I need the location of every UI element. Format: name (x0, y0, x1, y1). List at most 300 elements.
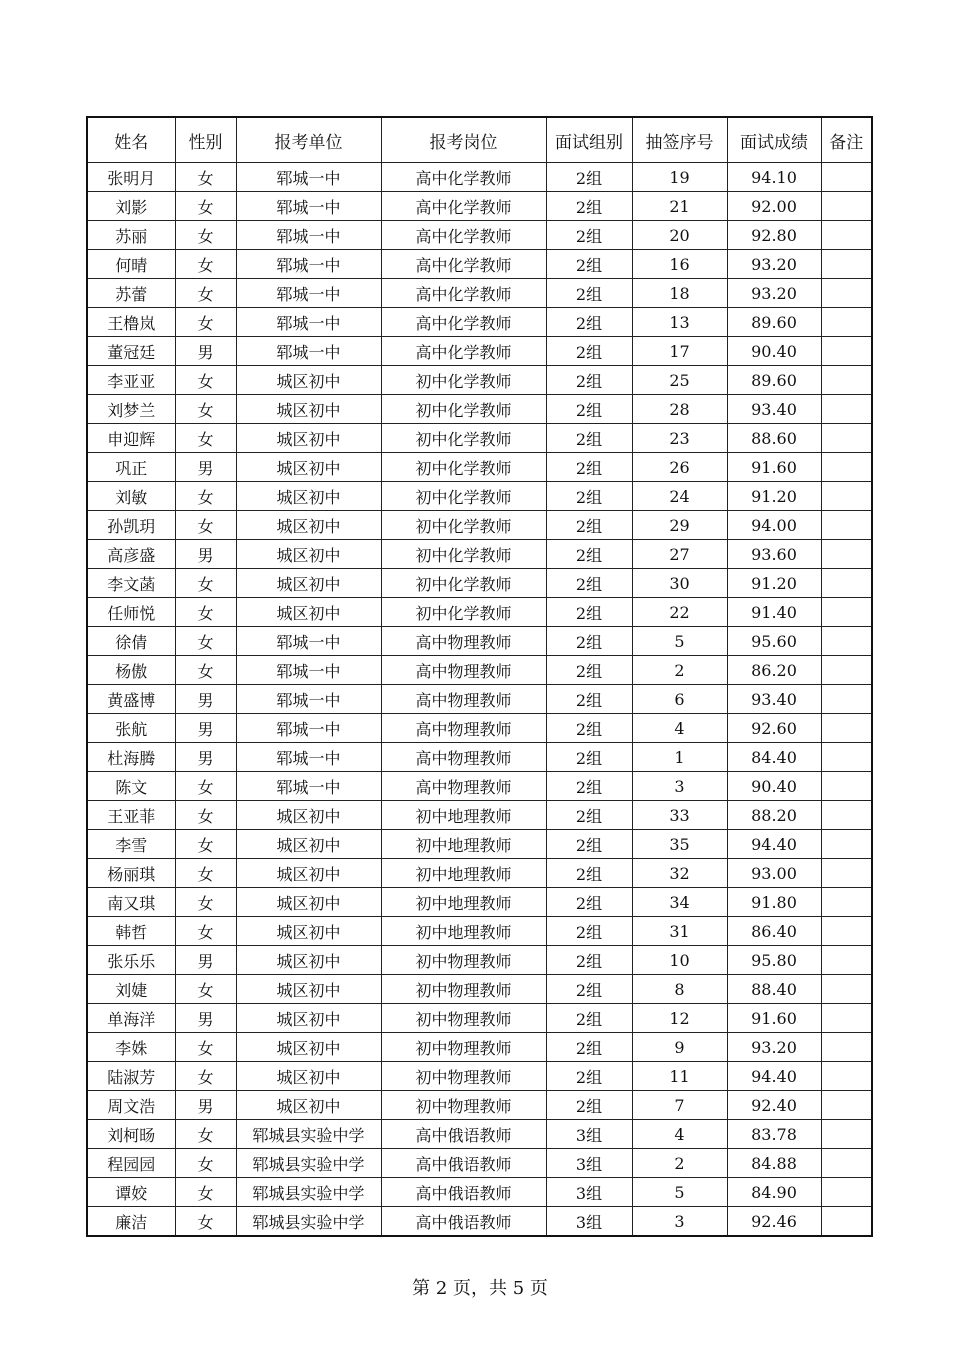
cell-draw-number: 26 (632, 453, 727, 482)
cell-score: 88.40 (727, 975, 821, 1004)
cell-name: 李文菡 (87, 569, 175, 598)
cell-name: 刘影 (87, 192, 175, 221)
cell-remarks (821, 1033, 872, 1062)
cell-group: 2组 (546, 453, 632, 482)
cell-position: 初中地理教师 (381, 888, 546, 917)
table-row (87, 395, 872, 424)
cell-position: 初中化学教师 (381, 424, 546, 453)
cell-name: 苏蕾 (87, 279, 175, 308)
cell-group: 2组 (546, 830, 632, 859)
cell-score: 86.20 (727, 656, 821, 685)
cell-name: 董冠廷 (87, 337, 175, 366)
cell-name: 张明月 (87, 163, 175, 192)
cell-remarks (821, 1120, 872, 1149)
cell-name: 李雪 (87, 830, 175, 859)
cell-gender: 女 (175, 482, 236, 511)
interview-score-table (86, 116, 873, 1237)
cell-remarks (821, 656, 872, 685)
cell-draw-number: 2 (632, 1149, 727, 1178)
cell-draw-number: 31 (632, 917, 727, 946)
table-row (87, 917, 872, 946)
cell-gender: 女 (175, 424, 236, 453)
cell-remarks (821, 221, 872, 250)
cell-gender: 女 (175, 569, 236, 598)
cell-score: 91.60 (727, 453, 821, 482)
cell-group: 2组 (546, 1091, 632, 1120)
cell-name: 杜海腾 (87, 743, 175, 772)
cell-remarks (821, 482, 872, 511)
cell-remarks (821, 772, 872, 801)
table-row (87, 975, 872, 1004)
cell-unit: 郓城一中 (236, 279, 381, 308)
cell-unit: 郓城一中 (236, 308, 381, 337)
cell-remarks (821, 830, 872, 859)
cell-score: 89.60 (727, 308, 821, 337)
cell-score: 92.40 (727, 1091, 821, 1120)
cell-gender: 男 (175, 1091, 236, 1120)
cell-name: 陈文 (87, 772, 175, 801)
cell-unit: 城区初中 (236, 598, 381, 627)
cell-group: 2组 (546, 743, 632, 772)
header-remarks: 备注 (821, 117, 872, 163)
table-row (87, 685, 872, 714)
cell-gender: 女 (175, 1120, 236, 1149)
cell-position: 初中物理教师 (381, 1033, 546, 1062)
cell-unit: 城区初中 (236, 1004, 381, 1033)
table-row (87, 1207, 872, 1237)
cell-score: 92.46 (727, 1207, 821, 1237)
cell-group: 2组 (546, 569, 632, 598)
cell-draw-number: 25 (632, 366, 727, 395)
cell-gender: 女 (175, 511, 236, 540)
cell-group: 2组 (546, 772, 632, 801)
cell-group: 2组 (546, 714, 632, 743)
cell-gender: 女 (175, 859, 236, 888)
cell-group: 2组 (546, 337, 632, 366)
cell-gender: 女 (175, 221, 236, 250)
cell-score: 93.00 (727, 859, 821, 888)
cell-remarks (821, 337, 872, 366)
cell-draw-number: 1 (632, 743, 727, 772)
cell-gender: 女 (175, 1207, 236, 1237)
cell-score: 94.00 (727, 511, 821, 540)
cell-position: 初中化学教师 (381, 395, 546, 424)
table-row (87, 424, 872, 453)
cell-draw-number: 11 (632, 1062, 727, 1091)
cell-position: 高中物理教师 (381, 685, 546, 714)
table-row (87, 598, 872, 627)
cell-unit: 城区初中 (236, 540, 381, 569)
cell-draw-number: 29 (632, 511, 727, 540)
cell-draw-number: 8 (632, 975, 727, 1004)
cell-unit: 城区初中 (236, 888, 381, 917)
cell-gender: 女 (175, 395, 236, 424)
cell-gender: 女 (175, 1062, 236, 1091)
cell-name: 谭姣 (87, 1178, 175, 1207)
cell-group: 2组 (546, 1033, 632, 1062)
cell-gender: 女 (175, 1033, 236, 1062)
cell-gender: 女 (175, 308, 236, 337)
cell-score: 83.78 (727, 1120, 821, 1149)
cell-name: 任师悦 (87, 598, 175, 627)
cell-draw-number: 18 (632, 279, 727, 308)
cell-position: 初中化学教师 (381, 482, 546, 511)
table-header-row (87, 117, 872, 163)
cell-name: 周文浩 (87, 1091, 175, 1120)
cell-name: 陆淑芳 (87, 1062, 175, 1091)
cell-draw-number: 27 (632, 540, 727, 569)
cell-name: 苏丽 (87, 221, 175, 250)
table-row (87, 714, 872, 743)
cell-unit: 城区初中 (236, 424, 381, 453)
cell-unit: 郓城一中 (236, 772, 381, 801)
cell-position: 初中地理教师 (381, 830, 546, 859)
cell-position: 高中化学教师 (381, 279, 546, 308)
cell-name: 张航 (87, 714, 175, 743)
cell-score: 84.90 (727, 1178, 821, 1207)
cell-draw-number: 30 (632, 569, 727, 598)
cell-gender: 女 (175, 917, 236, 946)
header-name: 姓名 (87, 117, 175, 163)
cell-position: 高中化学教师 (381, 163, 546, 192)
cell-draw-number: 20 (632, 221, 727, 250)
cell-group: 3组 (546, 1178, 632, 1207)
header-gender: 性别 (175, 117, 236, 163)
cell-remarks (821, 424, 872, 453)
cell-group: 2组 (546, 859, 632, 888)
cell-group: 2组 (546, 221, 632, 250)
cell-remarks (821, 917, 872, 946)
cell-gender: 男 (175, 453, 236, 482)
cell-remarks (821, 192, 872, 221)
cell-group: 2组 (546, 540, 632, 569)
cell-score: 91.20 (727, 482, 821, 511)
cell-score: 84.88 (727, 1149, 821, 1178)
cell-name: 李姝 (87, 1033, 175, 1062)
cell-position: 初中化学教师 (381, 569, 546, 598)
cell-group: 2组 (546, 1062, 632, 1091)
cell-remarks (821, 395, 872, 424)
cell-unit: 郓城一中 (236, 221, 381, 250)
cell-remarks (821, 569, 872, 598)
cell-position: 高中俄语教师 (381, 1149, 546, 1178)
cell-draw-number: 6 (632, 685, 727, 714)
cell-unit: 郓城县实验中学 (236, 1149, 381, 1178)
cell-name: 杨傲 (87, 656, 175, 685)
cell-score: 88.60 (727, 424, 821, 453)
table-row (87, 1149, 872, 1178)
cell-group: 2组 (546, 975, 632, 1004)
cell-unit: 郓城一中 (236, 714, 381, 743)
cell-score: 91.40 (727, 598, 821, 627)
cell-unit: 城区初中 (236, 1062, 381, 1091)
cell-name: 张乐乐 (87, 946, 175, 975)
cell-score: 95.60 (727, 627, 821, 656)
cell-name: 刘柯旸 (87, 1120, 175, 1149)
cell-position: 高中化学教师 (381, 192, 546, 221)
cell-draw-number: 13 (632, 308, 727, 337)
cell-draw-number: 3 (632, 772, 727, 801)
cell-score: 94.40 (727, 830, 821, 859)
cell-score: 92.00 (727, 192, 821, 221)
cell-draw-number: 19 (632, 163, 727, 192)
table-row (87, 830, 872, 859)
cell-position: 高中俄语教师 (381, 1207, 546, 1237)
cell-remarks (821, 598, 872, 627)
header-draw-number: 抽签序号 (632, 117, 727, 163)
cell-remarks (821, 308, 872, 337)
table-row (87, 1178, 872, 1207)
cell-name: 王橹岚 (87, 308, 175, 337)
cell-draw-number: 4 (632, 714, 727, 743)
table-row (87, 656, 872, 685)
cell-remarks (821, 714, 872, 743)
cell-position: 初中物理教师 (381, 975, 546, 1004)
cell-group: 2组 (546, 424, 632, 453)
cell-draw-number: 17 (632, 337, 727, 366)
cell-remarks (821, 801, 872, 830)
cell-position: 初中物理教师 (381, 1004, 546, 1033)
cell-score: 91.60 (727, 1004, 821, 1033)
table-row (87, 366, 872, 395)
cell-group: 2组 (546, 308, 632, 337)
cell-name: 程园园 (87, 1149, 175, 1178)
cell-group: 2组 (546, 627, 632, 656)
cell-unit: 城区初中 (236, 453, 381, 482)
cell-name: 申迎辉 (87, 424, 175, 453)
table-row (87, 250, 872, 279)
cell-unit: 城区初中 (236, 511, 381, 540)
cell-position: 高中化学教师 (381, 221, 546, 250)
cell-group: 2组 (546, 511, 632, 540)
table-row (87, 279, 872, 308)
cell-gender: 男 (175, 685, 236, 714)
cell-group: 3组 (546, 1120, 632, 1149)
header-unit: 报考单位 (236, 117, 381, 163)
cell-gender: 女 (175, 888, 236, 917)
cell-unit: 郓城一中 (236, 627, 381, 656)
cell-gender: 女 (175, 279, 236, 308)
cell-gender: 男 (175, 1004, 236, 1033)
cell-position: 高中物理教师 (381, 772, 546, 801)
table-row (87, 569, 872, 598)
cell-score: 95.80 (727, 946, 821, 975)
cell-gender: 女 (175, 830, 236, 859)
cell-score: 92.60 (727, 714, 821, 743)
cell-unit: 郓城一中 (236, 192, 381, 221)
cell-group: 3组 (546, 1149, 632, 1178)
cell-name: 刘婕 (87, 975, 175, 1004)
table-row (87, 540, 872, 569)
cell-unit: 城区初中 (236, 395, 381, 424)
cell-score: 86.40 (727, 917, 821, 946)
cell-gender: 女 (175, 250, 236, 279)
cell-group: 2组 (546, 685, 632, 714)
cell-group: 3组 (546, 1207, 632, 1237)
cell-name: 何晴 (87, 250, 175, 279)
cell-score: 91.20 (727, 569, 821, 598)
cell-name: 高彦盛 (87, 540, 175, 569)
cell-group: 2组 (546, 192, 632, 221)
cell-draw-number: 3 (632, 1207, 727, 1237)
cell-unit: 郓城县实验中学 (236, 1178, 381, 1207)
cell-remarks (821, 627, 872, 656)
cell-score: 90.40 (727, 772, 821, 801)
cell-score: 88.20 (727, 801, 821, 830)
cell-name: 李亚亚 (87, 366, 175, 395)
cell-score: 93.20 (727, 1033, 821, 1062)
cell-unit: 城区初中 (236, 482, 381, 511)
cell-draw-number: 35 (632, 830, 727, 859)
header-group: 面试组别 (546, 117, 632, 163)
cell-score: 90.40 (727, 337, 821, 366)
cell-remarks (821, 511, 872, 540)
cell-group: 2组 (546, 366, 632, 395)
table-row (87, 337, 872, 366)
cell-name: 巩正 (87, 453, 175, 482)
cell-position: 高中物理教师 (381, 743, 546, 772)
table-row (87, 627, 872, 656)
cell-gender: 女 (175, 656, 236, 685)
cell-unit: 城区初中 (236, 859, 381, 888)
header-position: 报考岗位 (381, 117, 546, 163)
table-row (87, 743, 872, 772)
cell-remarks (821, 1207, 872, 1237)
cell-gender: 男 (175, 337, 236, 366)
table-row (87, 1091, 872, 1120)
table-row (87, 1004, 872, 1033)
cell-draw-number: 24 (632, 482, 727, 511)
table-row (87, 511, 872, 540)
cell-score: 94.40 (727, 1062, 821, 1091)
cell-position: 初中物理教师 (381, 1062, 546, 1091)
cell-unit: 城区初中 (236, 975, 381, 1004)
page-footer: 第 2 页，共 5 页 (412, 1278, 548, 1299)
cell-name: 黄盛博 (87, 685, 175, 714)
cell-score: 94.10 (727, 163, 821, 192)
cell-position: 初中地理教师 (381, 917, 546, 946)
cell-gender: 女 (175, 627, 236, 656)
cell-name: 单海洋 (87, 1004, 175, 1033)
table-row (87, 801, 872, 830)
cell-position: 初中化学教师 (381, 366, 546, 395)
cell-unit: 郓城一中 (236, 163, 381, 192)
cell-gender: 女 (175, 192, 236, 221)
cell-position: 初中化学教师 (381, 511, 546, 540)
cell-remarks (821, 163, 872, 192)
cell-remarks (821, 540, 872, 569)
cell-draw-number: 5 (632, 1178, 727, 1207)
cell-unit: 郓城一中 (236, 685, 381, 714)
cell-score: 92.80 (727, 221, 821, 250)
table-row (87, 1120, 872, 1149)
table-row (87, 859, 872, 888)
cell-gender: 女 (175, 801, 236, 830)
cell-remarks (821, 1178, 872, 1207)
header-score: 面试成绩 (727, 117, 821, 163)
cell-draw-number: 23 (632, 424, 727, 453)
cell-draw-number: 34 (632, 888, 727, 917)
table-row (87, 1062, 872, 1091)
cell-draw-number: 7 (632, 1091, 727, 1120)
cell-gender: 男 (175, 540, 236, 569)
cell-group: 2组 (546, 1004, 632, 1033)
cell-score: 93.40 (727, 685, 821, 714)
cell-unit: 郓城县实验中学 (236, 1207, 381, 1237)
cell-draw-number: 12 (632, 1004, 727, 1033)
cell-remarks (821, 279, 872, 308)
cell-unit: 郓城一中 (236, 743, 381, 772)
cell-gender: 女 (175, 1149, 236, 1178)
cell-score: 84.40 (727, 743, 821, 772)
cell-position: 初中化学教师 (381, 453, 546, 482)
cell-group: 2组 (546, 656, 632, 685)
cell-group: 2组 (546, 598, 632, 627)
cell-position: 高中俄语教师 (381, 1178, 546, 1207)
cell-draw-number: 16 (632, 250, 727, 279)
cell-draw-number: 4 (632, 1120, 727, 1149)
table-row (87, 221, 872, 250)
cell-unit: 城区初中 (236, 1033, 381, 1062)
cell-unit: 城区初中 (236, 830, 381, 859)
cell-name: 王亚菲 (87, 801, 175, 830)
cell-group: 2组 (546, 482, 632, 511)
cell-position: 初中化学教师 (381, 540, 546, 569)
cell-remarks (821, 975, 872, 1004)
table-row (87, 1033, 872, 1062)
cell-group: 2组 (546, 888, 632, 917)
cell-unit: 郓城县实验中学 (236, 1120, 381, 1149)
table-row (87, 453, 872, 482)
cell-gender: 女 (175, 163, 236, 192)
cell-group: 2组 (546, 395, 632, 424)
cell-gender: 男 (175, 714, 236, 743)
cell-remarks (821, 685, 872, 714)
cell-position: 高中俄语教师 (381, 1120, 546, 1149)
cell-draw-number: 2 (632, 656, 727, 685)
cell-unit: 城区初中 (236, 801, 381, 830)
cell-score: 93.60 (727, 540, 821, 569)
cell-name: 孙凯玥 (87, 511, 175, 540)
cell-remarks (821, 743, 872, 772)
cell-position: 初中物理教师 (381, 946, 546, 975)
cell-gender: 女 (175, 772, 236, 801)
table-row (87, 482, 872, 511)
cell-name: 杨丽琪 (87, 859, 175, 888)
cell-name: 刘敏 (87, 482, 175, 511)
cell-position: 高中化学教师 (381, 250, 546, 279)
cell-score: 93.20 (727, 279, 821, 308)
cell-gender: 男 (175, 946, 236, 975)
cell-remarks (821, 1004, 872, 1033)
cell-group: 2组 (546, 946, 632, 975)
cell-group: 2组 (546, 163, 632, 192)
cell-score: 93.20 (727, 250, 821, 279)
cell-remarks (821, 250, 872, 279)
cell-draw-number: 33 (632, 801, 727, 830)
cell-position: 高中物理教师 (381, 714, 546, 743)
cell-unit: 郓城一中 (236, 656, 381, 685)
cell-group: 2组 (546, 801, 632, 830)
cell-name: 廉洁 (87, 1207, 175, 1237)
cell-score: 93.40 (727, 395, 821, 424)
cell-unit: 城区初中 (236, 1091, 381, 1120)
cell-draw-number: 5 (632, 627, 727, 656)
cell-group: 2组 (546, 279, 632, 308)
table-row (87, 308, 872, 337)
cell-remarks (821, 1091, 872, 1120)
cell-name: 韩哲 (87, 917, 175, 946)
